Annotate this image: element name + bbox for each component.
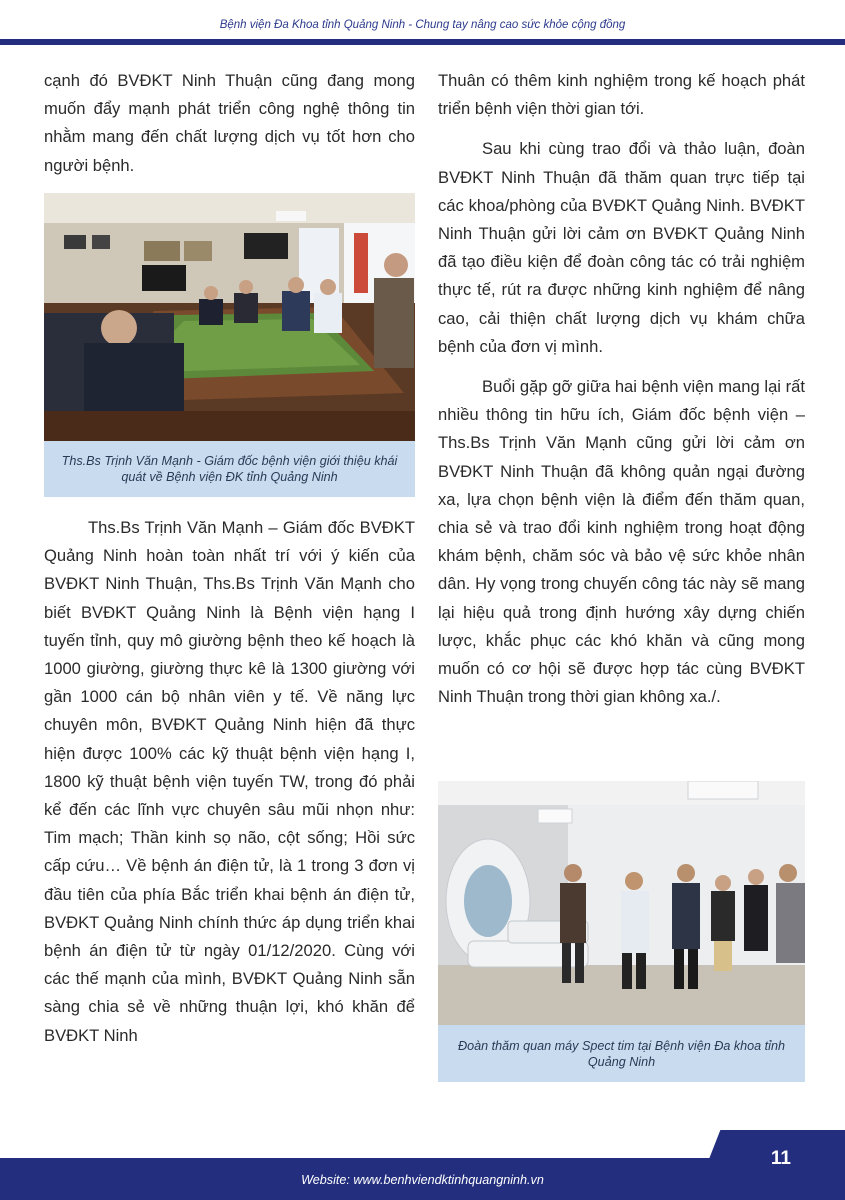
left-paragraph-1: cạnh đó BVĐKT Ninh Thuận cũng đang mong muốn đẩy mạnh phát triển công nghệ thông tin nhằm mang đến chất lượng dịch vụ tốt hơn cho người bệnh. <box>44 71 415 175</box>
header-title: Bệnh viện Đa Khoa tỉnh Quảng Ninh - Chung tay nâng cao sức khỏe cộng đồng <box>219 19 626 31</box>
right-paragraph-3: Buổi gặp gỡ giữa hai bệnh viện mang lại rất nhiều thông tin hữu ích, Giám đốc bệnh viện – Ths.Bs Trịnh Văn Mạnh cũng gửi lời cảm ơn BVĐKT Ninh Thuận đã không quản ngại đường xa, lựa chọn bệnh viện là điểm đến thăm quan, chia sẻ và trao đổi kinh nghiệm trong hoạt động khám bệnh, chăm sóc và bảo vệ sức khỏe nhân dân. Hy vọng trong chuyến công tác này sẽ mang lại hiệu quả trong định hướng xây dựng chiến lược, khắc phục các khó khăn và cũng mong muốn có cơ hội sẽ được hợp tác cùng BVĐKT Ninh Thuận trong thời gian không xa./. <box>438 377 805 707</box>
page-footer <box>0 1130 845 1200</box>
meeting-photo <box>44 193 415 441</box>
right-paragraph-1: Thuân có thêm kinh nghiệm trong kế hoạch phát triển bệnh viện thời gian tới. <box>438 71 805 119</box>
left-column-top <box>44 67 415 180</box>
page-number: 11 <box>770 1148 791 1169</box>
header-rule <box>0 39 845 45</box>
left-paragraph-2: Ths.Bs Trịnh Văn Mạnh – Giám đốc BVĐKT Quảng Ninh hoàn toàn nhất trí với ý kiến của BVĐKT Ninh Thuận, Ths.Bs Trịnh Văn Mạnh cho biết BVĐKT Quảng Ninh là Bệnh viện hạng I tuyến tỉnh, quy mô giường bệnh theo kế hoạch là 1000 giường, giường thực kê là 1300 giường với gần 1000 cán bộ nhân viên y tế. Về năng lực chuyên môn, BVĐKT Quảng Ninh hiện đã thực hiện được 100% các kỹ thuật bệnh viện hạng I, 1800 kỹ thuật bệnh viện tuyến TW, trong đó phải kể đến các lĩnh vực chuyên sâu mũi nhọn như: Tim mạch; Thần kinh sọ não, cột sống; Hồi sức cấp cứu… Về bệnh án điện tử, là 1 trong 3 đơn vị đầu tiên của phía Bắc triển khai bệnh án điện tử, BVĐKT Quảng Ninh chính thức áp dụng triển khai bệnh án điện tử từ ngày 01/12/2020. Cùng với các thế mạnh của mình, BVĐKT Quảng Ninh sẵn sàng chia sẻ về những thuận lợi, khó khăn để BVĐKT Ninh <box>44 518 415 1045</box>
spect-caption: Đoàn thăm quan máy Spect tim tại Bệnh viện Đa khoa tỉnh Quảng Ninh <box>438 1025 805 1082</box>
right-column <box>438 67 805 711</box>
spect-photo <box>438 781 805 1025</box>
footer-website[interactable]: Website: www.benhviendktinhquangninh.vn <box>301 1173 544 1187</box>
page-number-tab <box>693 1130 845 1200</box>
meeting-caption: Ths.Bs Trịnh Văn Mạnh - Giám đốc bệnh viện giới thiệu khái quát về Bệnh viện ĐK tỉnh Quảng Ninh <box>44 441 415 497</box>
left-column-bottom <box>44 514 415 1050</box>
page-header <box>0 0 845 46</box>
right-paragraph-2: Sau khi cùng trao đổi và thảo luận, đoàn BVĐKT Ninh Thuận đã thăm quan trực tiếp tại các khoa/phòng của BVĐKT Quảng Ninh. BVĐKT Ninh Thuận gửi lời cảm ơn BVĐKT Quảng Ninh đã tạo điều kiện để đoàn công tác có trải nghiệm thực tế, rút ra được những kinh nghiệm để nâng cao, cải thiện chất lượng dịch vụ khám chữa bệnh của đơn vị mình. <box>438 139 805 356</box>
